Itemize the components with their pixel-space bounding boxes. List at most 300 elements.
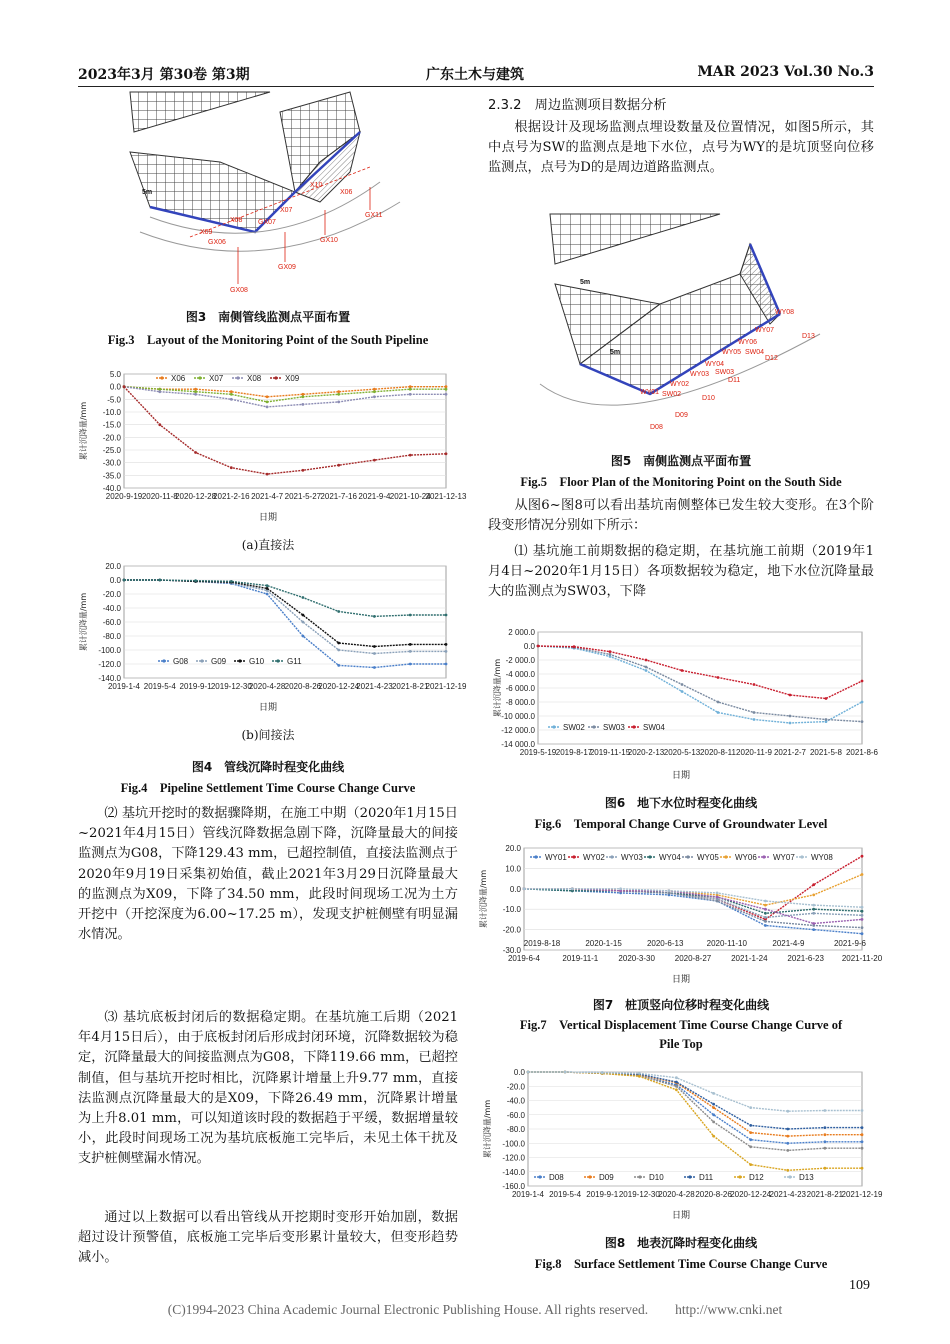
fig7-chart	[479, 842, 883, 964]
legend-marker	[160, 376, 163, 379]
data-point-wy07	[716, 896, 719, 899]
data-point-g09	[373, 652, 376, 655]
x-tick-label: 2021-12-19	[841, 1190, 883, 1199]
x-tick-label: 2019-9-1	[586, 1190, 619, 1199]
data-point-wy04	[812, 908, 815, 911]
data-point-d13	[564, 1071, 567, 1074]
x-tick-label: 2021-4-9	[772, 939, 805, 948]
fig5-label: D08	[650, 424, 663, 431]
series-line-g11	[124, 580, 446, 616]
fig3-label: GX09	[278, 264, 296, 271]
x-tick-label: 2019-12-30	[618, 1190, 660, 1199]
x-tick-label: 2020-1-15	[585, 939, 622, 948]
y-tick-label: -35.0	[102, 471, 121, 481]
legend-entry: WY05	[697, 853, 719, 862]
x-tick-label: 2019-11-1	[562, 954, 599, 963]
fig8-caption-en: Fig.8 Surface Settlement Time Course Change Curve	[534, 1257, 828, 1271]
fig7-caption-cn: 图7 桩顶竖向位移时程变化曲线	[592, 998, 770, 1012]
y-tick-label: 5.0	[109, 370, 121, 379]
y-tick-label: -60.0	[102, 618, 121, 627]
fig5-label: WY07	[755, 327, 775, 334]
series-line-wy07	[524, 889, 862, 924]
data-point-x08	[373, 395, 376, 398]
fig3-label: GX07	[258, 219, 276, 226]
y-tick-label: 0.0	[109, 576, 121, 585]
fig4b-chart	[78, 560, 467, 700]
data-point-x07	[337, 393, 340, 396]
fig5-caption-en: Fig.5 Floor Plan of the Monitoring Point on the South Side	[520, 475, 842, 489]
fig4a-chart	[78, 362, 467, 526]
data-point-x08	[158, 390, 161, 393]
fig6-chart	[488, 626, 879, 766]
data-point-wy08	[619, 887, 622, 890]
series-line-sw03	[538, 646, 862, 722]
data-point-x07	[302, 395, 305, 398]
x-tick-label: 2020-9-19	[105, 492, 143, 501]
data-point-wy08	[861, 906, 864, 909]
series-line-g10	[124, 580, 446, 647]
data-point-d09	[861, 1133, 864, 1136]
legend-marker	[762, 855, 765, 858]
data-point-wy02	[861, 855, 864, 858]
data-point-g08	[409, 663, 412, 666]
legend-marker	[238, 659, 241, 662]
fig3-label: GX11	[365, 212, 383, 219]
fig8-chart	[483, 1066, 883, 1204]
data-point-sw03	[825, 718, 828, 721]
fig3-label: X06	[340, 189, 353, 196]
data-point-wy03	[764, 916, 767, 919]
legend-entry: D10	[649, 1173, 664, 1182]
header-rule	[78, 86, 874, 87]
y-tick-label: -30.0	[102, 458, 121, 468]
svg-text:5m: 5m	[610, 349, 621, 356]
data-point-d11	[712, 1103, 715, 1106]
fig5-label: D13	[802, 333, 815, 340]
y-tick-label: -160.0	[502, 1182, 525, 1191]
data-point-wy07	[812, 922, 815, 925]
data-point-wy05	[764, 920, 767, 923]
paragraph-conclusion: 通过以上数据可以看出管线从开挖期时变形开始加剧，数据超过设计预警值，底板施工完毕后变形累计量较大，但变形趋势减小。	[78, 1210, 458, 1266]
data-point-d12	[786, 1169, 789, 1172]
data-point-d13	[675, 1076, 678, 1079]
x-tick-label: 2020-12-24	[318, 682, 360, 691]
y-tick-label: -5.0	[107, 395, 121, 405]
x-tick-label: 2019-5-4	[143, 682, 176, 691]
fig4a-xlabel: 日期	[258, 513, 277, 523]
data-point-x08	[194, 393, 197, 396]
y-axis-label: 累计沉降量/mm	[493, 658, 502, 718]
data-point-wy07	[764, 908, 767, 911]
x-tick-label: 2020-4-28	[658, 1190, 695, 1199]
data-point-g08	[302, 635, 305, 638]
fig5-caption-cn: 图5 南侧监测点平面布置	[610, 454, 752, 468]
fig5-label: WY02	[670, 381, 690, 388]
data-point-sw03	[645, 666, 648, 669]
legend-entry: WY02	[583, 853, 605, 862]
fig3-label: GX10	[320, 237, 338, 244]
data-point-wy03	[861, 914, 864, 917]
data-point-wy04	[861, 910, 864, 913]
series-line-sw02	[538, 646, 862, 723]
data-point-x09	[158, 423, 161, 426]
y-tick-label: 0.0	[513, 1068, 525, 1077]
x-tick-label: 2019-1-4	[107, 682, 141, 691]
fig5-label: WY06	[738, 339, 758, 346]
section-heading: 2.3.2 周边监测项目数据分析	[488, 98, 667, 113]
y-tick-label: 0.0	[509, 884, 521, 894]
y-tick-label: -120.0	[98, 660, 121, 669]
data-point-d13	[861, 1109, 864, 1112]
data-point-g10	[445, 643, 448, 646]
data-point-x09	[194, 451, 197, 454]
x-tick-label: 2019-8-17	[555, 748, 593, 757]
legend-marker	[236, 376, 239, 379]
x-tick-label: 2021-5-8	[809, 748, 843, 757]
legend-marker	[198, 376, 201, 379]
fig3-site-plan	[120, 92, 410, 298]
y-tick-label: -40.0	[102, 484, 121, 493]
data-point-sw02	[753, 718, 756, 721]
y-tick-label: 20.0	[505, 844, 521, 853]
data-point-d12	[749, 1163, 752, 1166]
fig6-caption-cn: 图6 地下水位时程变化曲线	[604, 796, 758, 810]
y-tick-label: -14 000.0	[501, 740, 535, 749]
legend-entry: D09	[599, 1173, 614, 1182]
x-tick-label: 2019-1-4	[511, 1190, 545, 1199]
data-point-wy01	[764, 924, 767, 927]
data-point-x08	[409, 393, 412, 396]
data-point-x06	[266, 395, 269, 398]
fig5-label: SW04	[745, 349, 765, 356]
data-point-wy07	[861, 918, 864, 921]
series-line-d13	[528, 1072, 862, 1111]
data-point-d10	[824, 1147, 827, 1150]
fig3-caption-cn: 图3 南侧管线监测点平面布置	[185, 310, 351, 324]
legend-marker	[552, 725, 555, 728]
data-point-g11	[266, 584, 269, 587]
legend-marker	[686, 855, 689, 858]
legend-marker	[534, 855, 537, 858]
x-tick-label: 2021-11-20	[841, 954, 883, 963]
x-tick-label: 2021-2-7	[773, 748, 807, 757]
fig3-label: X08	[230, 217, 243, 224]
y-tick-label: -12 000.0	[501, 726, 535, 735]
data-point-x09	[266, 473, 269, 476]
y-tick-label: -20.0	[102, 590, 121, 599]
x-tick-label: 2021-2-16	[213, 492, 250, 501]
data-point-sw03	[789, 715, 792, 718]
data-point-d12	[712, 1135, 715, 1138]
fig3-label: GX06	[208, 239, 226, 246]
x-tick-label: 2019-8-18	[523, 939, 561, 948]
data-point-g11	[230, 580, 233, 583]
data-point-x08	[445, 393, 448, 396]
fig3-label: X07	[280, 207, 293, 214]
y-tick-label: -120.0	[502, 1153, 525, 1163]
series-line-wy02	[524, 856, 862, 919]
x-tick-label: 2021-12-19	[425, 682, 467, 691]
x-tick-label: 2021-4-23	[769, 1190, 807, 1199]
legend-marker	[162, 659, 165, 662]
data-point-g11	[373, 615, 376, 618]
x-tick-label: 2020-8-26	[695, 1190, 732, 1199]
header-journal-issue: 2023年3月 第30卷 第3期	[78, 67, 250, 83]
fig4-caption-en: Fig.4 Pipeline Settlement Time Course Change Curve	[120, 781, 416, 795]
y-tick-label: -140.0	[502, 1167, 525, 1177]
x-tick-label: 2021-4-7	[251, 492, 284, 501]
series-line-d08	[528, 1072, 862, 1143]
data-point-sw04	[753, 683, 756, 686]
data-point-d08	[861, 1140, 864, 1143]
data-point-wy03	[812, 912, 815, 915]
legend-entry: X07	[209, 374, 224, 383]
svg-text:5m: 5m	[142, 189, 153, 196]
section-intro: 根据设计及现场监测点埋设数量及位置情况，如图5所示，其中点号为SW的监测点是地下水位，点号为WY的是坑顶竖向位移监测点，点号为D的是周边道路监测点。	[488, 120, 874, 176]
series-line-wy06	[524, 875, 862, 906]
data-point-wy05	[716, 900, 719, 903]
data-point-d10	[861, 1147, 864, 1150]
legend-entry: X09	[285, 374, 300, 383]
data-point-sw03	[753, 711, 756, 714]
x-tick-label: 2020-11-9	[736, 748, 772, 757]
data-point-sw04	[573, 645, 576, 648]
data-point-sw04	[789, 694, 792, 697]
data-point-d13	[527, 1071, 530, 1074]
data-point-d13	[638, 1072, 641, 1075]
legend-entry: G08	[173, 657, 189, 666]
data-point-x09	[445, 452, 448, 455]
data-point-wy08	[764, 900, 767, 903]
fig8-xlabel: 日期	[671, 1211, 690, 1221]
y-tick-label: -140.0	[98, 674, 121, 683]
fig6-caption-en: Fig.6 Temporal Change Curve of Groundwater Level	[534, 817, 828, 831]
legend-marker	[788, 1175, 791, 1178]
data-point-sw03	[717, 701, 720, 704]
y-tick-label: -20.0	[502, 925, 521, 935]
legend-marker	[632, 725, 635, 728]
x-tick-label: 2021-8-21	[806, 1190, 844, 1199]
data-point-g08	[373, 666, 376, 669]
data-point-wy06	[764, 904, 767, 907]
legend-entry: D08	[549, 1173, 564, 1182]
data-point-g10	[373, 645, 376, 648]
x-tick-label: 2021-4-23	[356, 682, 393, 691]
x-tick-label: 2021-12-13	[425, 492, 467, 501]
fig6-xlabel: 日期	[671, 771, 690, 781]
x-tick-label: 2019-5-4	[549, 1190, 582, 1199]
series-line-d12	[528, 1072, 862, 1170]
fig7-caption-en: Fig.7 Vertical Displacement Time Course Change Curve of Pile Top	[519, 1018, 843, 1051]
x-tick-label: 2021-8-21	[391, 682, 429, 691]
plot-frame	[524, 848, 862, 950]
y-axis-label: 累计沉降量/mm	[79, 592, 88, 652]
data-point-x07	[373, 390, 376, 393]
fig5-label: WY01	[640, 389, 660, 396]
data-point-g11	[123, 579, 126, 582]
y-tick-label: -20.0	[506, 1082, 525, 1092]
fig4-caption-cn: 图4 管线沉降时程变化曲线	[191, 760, 345, 774]
data-point-g11	[158, 579, 161, 582]
data-point-sw02	[717, 711, 720, 714]
data-point-x07	[194, 390, 197, 393]
x-tick-label: 2021-8-6	[845, 748, 879, 757]
fig7-xlabel: 日期	[671, 975, 690, 985]
fig3-label: GX08	[230, 287, 248, 294]
y-tick-label: -10.0	[102, 408, 121, 417]
copyright-footer: (C)1994-2023 China Academic Journal Electronic Publishing House. All rights reserved. http://www.cnki.net	[167, 1302, 783, 1317]
series-line-sw04	[538, 646, 862, 699]
data-point-d09	[824, 1133, 827, 1136]
data-point-sw04	[717, 676, 720, 679]
data-point-x08	[266, 406, 269, 409]
x-tick-label: 2019-12-30	[210, 682, 252, 691]
data-point-d08	[749, 1138, 752, 1141]
x-tick-label: 2021-5-27	[284, 492, 322, 501]
legend-marker	[648, 855, 651, 858]
x-tick-label: 2020-12-24	[730, 1190, 772, 1199]
y-tick-label: -8 000.0	[505, 698, 535, 707]
x-tick-label: 2019-5-19	[519, 748, 557, 757]
data-point-sw04	[537, 645, 540, 648]
data-point-x07	[445, 388, 448, 391]
data-point-g11	[302, 596, 305, 599]
data-point-d12	[638, 1075, 641, 1078]
legend-marker	[638, 1175, 641, 1178]
header-journal-title: 广东土木与建筑	[426, 67, 524, 83]
series-line-x06	[124, 387, 446, 397]
legend-marker	[274, 376, 277, 379]
y-tick-label: -15.0	[102, 420, 121, 430]
fig3-label: X09	[200, 229, 213, 236]
data-point-x06	[373, 388, 376, 391]
data-point-wy02	[812, 883, 815, 886]
data-point-d12	[824, 1167, 827, 1170]
y-tick-label: -10.0	[502, 905, 521, 915]
data-point-d08	[824, 1140, 827, 1143]
y-tick-label: -30.0	[502, 946, 521, 955]
data-point-g11	[445, 614, 448, 617]
y-tick-label: -60.0	[506, 1110, 525, 1120]
data-point-x09	[373, 459, 376, 462]
data-point-wy04	[764, 912, 767, 915]
data-point-g11	[337, 610, 340, 613]
legend-entry: SW03	[603, 723, 625, 732]
x-tick-label: 2020-4-28	[248, 682, 286, 691]
data-point-x09	[302, 469, 305, 472]
y-tick-label: -80.0	[506, 1125, 525, 1134]
legend-entry: WY06	[735, 853, 757, 862]
fig4a-subcaption: (a)直接法	[241, 538, 295, 552]
data-point-g11	[194, 579, 197, 582]
data-point-d08	[712, 1113, 715, 1116]
data-point-x09	[337, 464, 340, 467]
legend-marker	[738, 1175, 741, 1178]
y-axis-label: 累计沉降量/mm	[483, 1099, 492, 1159]
data-point-wy08	[571, 887, 574, 890]
y-tick-label: 2 000.0	[508, 628, 535, 637]
data-point-d13	[749, 1106, 752, 1109]
data-point-sw02	[645, 669, 648, 672]
legend-entry: SW04	[643, 723, 665, 732]
plot-frame	[124, 374, 446, 488]
legend-entry: WY04	[659, 853, 681, 862]
data-point-x06	[302, 393, 305, 396]
data-point-d13	[824, 1109, 827, 1112]
legend-marker	[688, 1175, 691, 1178]
data-point-d10	[675, 1085, 678, 1088]
y-tick-label: -10 000.0	[501, 712, 535, 721]
data-point-d11	[786, 1128, 789, 1131]
data-point-x06	[409, 385, 412, 388]
series-line-g08	[124, 580, 446, 668]
legend-entry: G09	[211, 657, 227, 666]
x-tick-label: 2021-1-24	[731, 954, 768, 963]
fig5-label: D12	[765, 355, 778, 362]
header-volume: MAR 2023 Vol.30 No.3	[697, 64, 874, 80]
data-point-d10	[712, 1121, 715, 1124]
legend-entry: X08	[247, 374, 262, 383]
page-number: 109	[849, 1278, 870, 1293]
legend-marker	[800, 855, 803, 858]
data-point-x09	[409, 454, 412, 457]
data-point-d11	[675, 1081, 678, 1084]
y-tick-label: -6 000.0	[505, 684, 535, 693]
fig5-label: SW02	[662, 391, 682, 398]
data-point-sw03	[681, 683, 684, 686]
data-point-d10	[749, 1145, 752, 1148]
data-point-x07	[230, 393, 233, 396]
fig3-caption-en: Fig.3 Layout of the Monitoring Point of the South Pipeline	[107, 333, 429, 347]
svg-text:5m: 5m	[580, 279, 591, 286]
data-point-g11	[409, 614, 412, 617]
data-point-x07	[409, 388, 412, 391]
x-tick-label: 2020-2-13	[627, 748, 665, 757]
x-tick-label: 2019-9-1	[179, 682, 212, 691]
x-tick-label: 2020-3-30	[618, 954, 655, 963]
fig4b-xlabel: 日期	[258, 703, 277, 713]
fig5-label: WY05	[722, 349, 742, 356]
x-tick-label: 2020-12-28	[175, 492, 217, 501]
data-point-x08	[230, 398, 233, 401]
paragraph-excavation: ⑵ 基坑开挖时的数据骤降期，在施工中期（2020年1月15日~2021年4月15日）管线沉降数据急剧下降，沉降量最大的间接监测点为G08，下降129.43 mm，已超控制值，直接法监测点于2020年9月19日采集初始值，截止2021年3月29日沉降量最大的监测点为X09，下降了34.50 mm，此段时间现场工况为土方开挖中（开挖深度为6.00~17.25 m），发现支护桩侧壁有明显漏水情况。	[78, 806, 458, 943]
data-point-wy05	[861, 926, 864, 929]
data-point-g10	[302, 614, 305, 617]
y-tick-label: -40.0	[506, 1096, 525, 1106]
fig5-label: D11	[728, 377, 741, 384]
data-point-wy01	[861, 932, 864, 935]
data-point-sw02	[861, 701, 864, 704]
data-point-x07	[266, 401, 269, 404]
data-point-wy01	[812, 928, 815, 931]
y-tick-label: -25.0	[102, 446, 121, 455]
data-point-g10	[266, 587, 269, 590]
data-point-d10	[786, 1149, 789, 1152]
data-point-sw04	[861, 680, 864, 683]
data-point-d08	[786, 1142, 789, 1145]
data-point-wy08	[716, 892, 719, 895]
data-point-d13	[601, 1071, 604, 1074]
legend-entry: SW02	[563, 723, 585, 732]
y-tick-label: -2 000.0	[505, 656, 535, 665]
data-point-d09	[786, 1135, 789, 1138]
data-point-sw04	[681, 669, 684, 672]
legend-entry: D12	[749, 1173, 764, 1182]
fig8-caption-cn: 图8 地表沉降时程变化曲线	[604, 1236, 758, 1250]
data-point-x09	[230, 466, 233, 469]
y-tick-label: -20.0	[102, 433, 121, 443]
legend-marker	[538, 1175, 541, 1178]
